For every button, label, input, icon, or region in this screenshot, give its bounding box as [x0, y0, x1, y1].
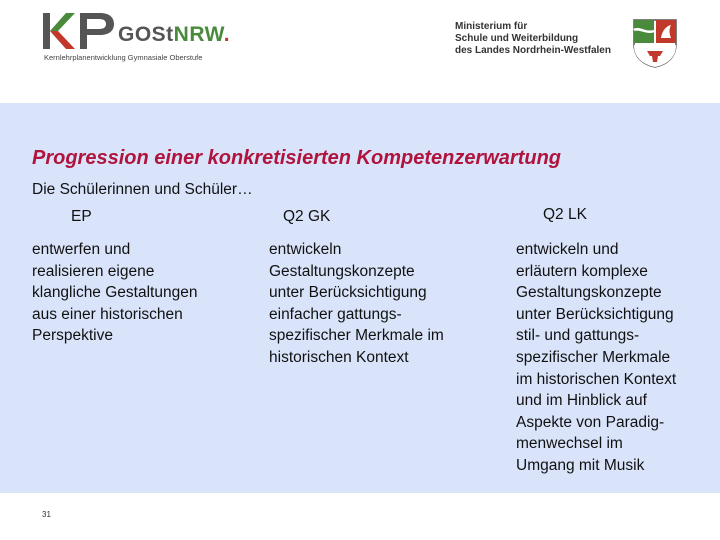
- text-line: unter Berücksichtigung: [516, 305, 674, 323]
- text-line: entwickeln und: [516, 241, 619, 258]
- column-text-q2-lk: [516, 239, 676, 477]
- text-line: aus einer historischen: [32, 305, 183, 323]
- text-line: realisieren eigene: [32, 262, 155, 280]
- ministry-line: Ministerium für: [455, 21, 528, 32]
- column-text-q2-gk: [269, 239, 444, 369]
- logo-subtitle: Kernlehrplanentwicklung Gymnasiale Oberstufe: [44, 53, 203, 62]
- column-heading-ep: EP: [71, 208, 92, 225]
- text-line: entwickeln: [269, 241, 342, 258]
- kp-logo-mark-icon: [40, 10, 120, 54]
- text-line: entwerfen und: [32, 241, 131, 258]
- text-line: klangliche Gestaltungen: [32, 284, 198, 302]
- kp-gost-nrw-logo: [40, 10, 240, 66]
- text-line: erläutern komplexe: [516, 262, 648, 280]
- text-line: unter Berücksichtigung: [269, 284, 427, 302]
- column-heading-q2-gk: Q2 GK: [283, 208, 331, 225]
- slide-title: Progression einer konkretisierten Kompetenzerwartung: [32, 147, 562, 169]
- gost-nrw-wordmark: GOStNRW.: [118, 23, 231, 46]
- nrw-coat-of-arms-icon: [632, 18, 678, 68]
- ministry-line: Schule und Weiterbildung: [455, 33, 579, 44]
- header: [0, 0, 720, 103]
- text-line: und im Hinblick auf: [516, 392, 647, 410]
- text-line: menwechsel im: [516, 435, 623, 453]
- text-line: Gestaltungskonzepte: [269, 262, 415, 280]
- text-line: historischen Kontext: [269, 348, 409, 366]
- page-number: 31: [42, 510, 51, 519]
- ministry-name: [455, 21, 611, 57]
- text-line: Perspektive: [32, 327, 113, 345]
- text-line: Gestaltungskonzepte: [516, 284, 662, 302]
- text-line: im historischen Kontext: [516, 370, 677, 388]
- intro-text: Die Schülerinnen und Schüler…: [32, 181, 253, 198]
- text-line: einfacher gattungs-: [269, 305, 402, 323]
- text-line: spezifischer Merkmale: [516, 348, 671, 366]
- text-line: Umgang mit Musik: [516, 456, 645, 474]
- column-heading-q2-lk: Q2 LK: [543, 206, 587, 223]
- ministry-line: des Landes Nordrhein-Westfalen: [455, 45, 611, 56]
- text-line: Aspekte von Paradig-: [516, 413, 665, 431]
- text-line: spezifischer Merkmale im: [269, 327, 444, 345]
- text-line: stil- und gattungs-: [516, 327, 640, 345]
- column-text-ep: [32, 239, 197, 347]
